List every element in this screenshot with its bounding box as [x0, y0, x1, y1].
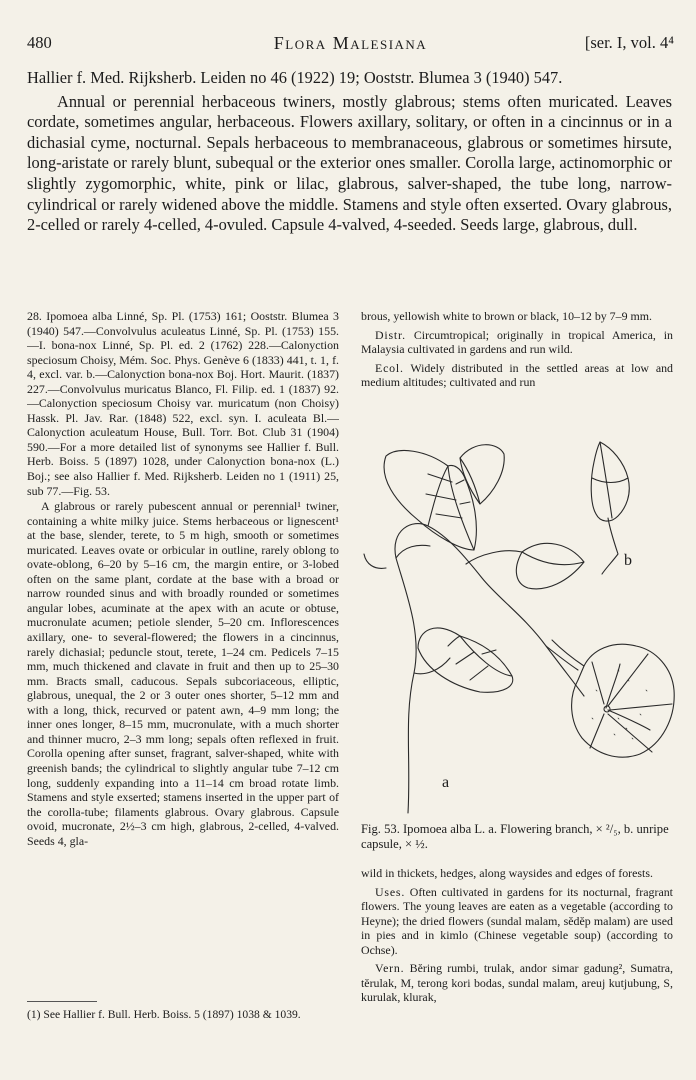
left-column — [27, 309, 339, 1021]
figure-53 — [356, 418, 676, 818]
vern-text: Bĕring rumbi, trulak, andor simar gadung², Sumatra, tĕrulak, M, terong kori bodas, sundal malam, areuj kutjubung, S, kurulak, klurak, — [361, 961, 673, 1005]
leaf-upper-right — [460, 445, 504, 504]
ecology-paragraph — [361, 361, 673, 390]
leaf-lower — [418, 628, 513, 692]
uses-text: Often cultivated in gardens for its nocturnal, fragrant flowers. The young leaves are eaten as a vegetable (according to Heyne); the dried flowers (sundal malam, sĕdĕp malam) are used in pies and in kimlo (Chinese vegetable soup) (according to Ochse). — [361, 884, 673, 957]
genus-section — [27, 68, 672, 236]
footnote-rule — [27, 1001, 97, 1002]
running-title: Flora Malesiana — [273, 33, 428, 53]
right-column-bottom — [361, 866, 673, 1041]
distr-label: Distr. — [375, 327, 406, 342]
page-number: 480 — [27, 33, 52, 52]
page-header — [27, 33, 674, 57]
description-continuation: brous, yellowish white to brown or black, 10–12 by 7–9 mm. — [361, 309, 652, 323]
corolla-limb — [572, 644, 675, 757]
ecol-text: Widely distributed in the settled areas at low and medium altitudes; cultivated and run — [361, 360, 673, 390]
ecol-label: Ecol. — [375, 360, 404, 375]
genus-description: Annual or perennial herbaceous twiners, mostly glabrous; stems often muricated. Leaves cordate, sometimes angular, herbaceous. Flowers axillary, solitary, or often in a cincinnus or in a dichasial cyme, nocturnal. Sepals herbaceous to membranaceous, glabrous or sometimes hirsute, long-aristate or rarely blunt, subequal or the exterior ones smaller. Corolla large, actinomorphic or slightly zygomorphic, white, pink or lilac, glabrous, salver-shaped, the tube long, narrow-cylindrical or rarely widened above the middle. Stamens and style often exserted. Ovary glabrous, 2-celled or rarely 4-celled, 4-ovuled. Capsule 4-valved, 4-seeded. Seeds large, glabrous, dull. — [27, 91, 672, 235]
distr-text: Circumtropical; originally in tropical America, in Malaysia cultivated in gardens and run wild. — [361, 327, 673, 357]
figure-caption: Fig. 53. Ipomoea alba L. a. Flowering branch, × ²/₅, b. unripe capsule, × ½. — [361, 822, 669, 852]
figure-label-b: b — [624, 552, 632, 569]
species-description: A glabrous or rarely pubescent annual or perennial¹ twiner, containing a white milky juice. Stems herbaceous or lignescent¹ at the base, slender, terete, to 5 m high, smooth or sometimes muricated. Leaves ovate or orbicular in outline, rarely oblong to ovate-oblong, 6–20 by 5–16 cm, the margin entire, or 3-lobed often on the same plant, cordate at the base with a broad or narrow rounded sinus and with broadly rounded or sometimes angular lobes, acuminate at the apex with an acute or obtuse, mucronulate acumen; petiole slender, 5–20 cm. Inflorescences axillary, one- to several-flowered; the flowers in a cincinnus, rarely dichasial; peduncle stout, terete, 1–24 cm. Pedicels 7–15 mm, much thickened and clavate in fruit and then up to 25–30 mm. Bracts small, caducous. Sepals subcoriaceous, elliptic, glabrous, unequal, the 2 or 3 outer ones shorter, 5–12 mm and with a long, thick, recurved or patent awn, 4–9 mm long; the inner ones longer, 8–15 mm, mucronulate, with a much shorter and thinner mucro, 2–3 mm long; sepals often reflexed in fruit. Corolla opening after sunset, fragrant, salver-shaped, white with greenish bands; the cylindrical to slightly angular tube 7–12 cm long, suddenly expanding into a 11–14 cm broad rotate limb. Stamens and style exserted; stamens inserted in the upper part of the corolla-tube; filaments glabrous. Ovary glabrous. Capsule ovoid, mucronate, 2½–3 cm high, glabrous, 2-celled, 4-valved. Seeds 4, gla- — [27, 499, 339, 848]
vernacular-paragraph — [361, 961, 673, 1005]
series-volume: [ser. I, vol. 4⁴ — [584, 33, 674, 52]
footnote — [27, 1001, 339, 1022]
species-synonymy: 28. Ipomoea alba Linné, Sp. Pl. (1753) 161; Ooststr. Blumea 3 (1940) 547.—Convolvulus aculeatus Linné, Sp. Pl. (1753) 155.—I. bona-nox Linné, Sp. Pl. ed. 2 (1762) 228.—Calonyction speciosum Choisy, Mém. Soc. Phys. Genève 6 (1833) 441, t. 1, f. 4, excl. var. b.—Calonyction bona-nox Boj. Hort. Maurit. (1837) 227.—Convolvulus muricatus Blanco, Fl. Filip. ed. 1 (1837) 92.—Calonyction speciosum Choisy var. muricatum (non Choisy) Hassk. Pl. Jav. Rar. (1848) 522, excl. syn. I. aculeata Bl.—Calonyction aculeatum House, Bull. Torr. Bot. Club 31 (1904) 590.—For a more detailed list of synonyms see Hallier f. Bull. Herb. Boiss. 5 (1897) 1028, under Calonyction bona-nox (L.) Boj.; see also Hallier f. Med. Rijksherb. Leiden no 1 (1911) 25, sub 77.—Fig. 53. — [27, 309, 339, 498]
ecology-continuation: wild in thickets, hedges, along waysides and edges of forests. — [361, 866, 653, 880]
plant-illustration — [356, 418, 676, 818]
distribution-paragraph — [361, 328, 673, 357]
vern-label: Vern. — [375, 961, 405, 976]
uses-paragraph — [361, 885, 673, 958]
right-column-top — [361, 309, 673, 419]
footnote-text: (1) See Hallier f. Bull. Herb. Boiss. 5 (1897) 1038 & 1039. — [27, 1008, 301, 1021]
uses-label: Uses. — [375, 884, 406, 899]
genus-reference: Hallier f. Med. Rijksherb. Leiden no 46 (1922) 19; Ooststr. Blumea 3 (1940) 547. — [27, 68, 563, 87]
leaf-middle — [516, 543, 584, 588]
branch-stem — [395, 524, 584, 813]
figure-label-a: a — [442, 774, 450, 791]
